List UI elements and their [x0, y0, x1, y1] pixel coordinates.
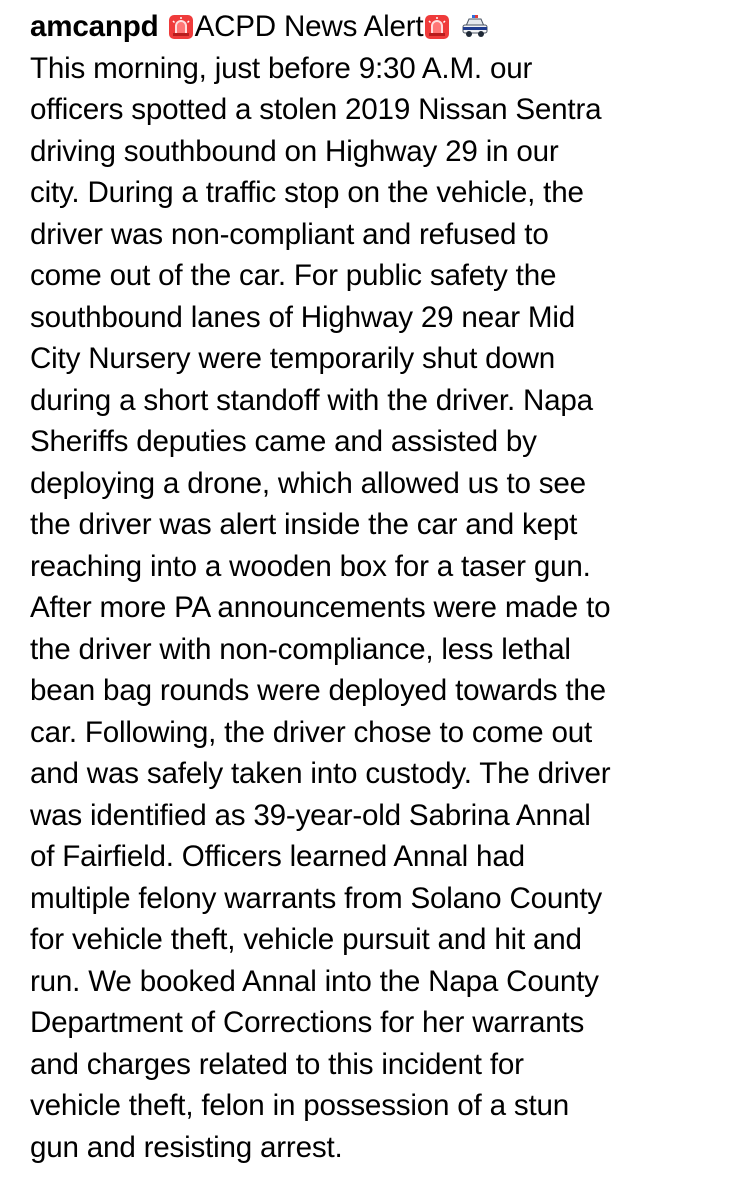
caption-line: multiple felony warrants from Solano County [30, 881, 603, 915]
police-light-icon [424, 14, 450, 40]
caption-line: bean bag rounds were deployed towards the [30, 674, 606, 707]
caption-line: and charges related to this incident for [30, 1047, 524, 1081]
caption-line: officers spotted a stolen 2019 Nissan Sentra [30, 93, 602, 126]
caption-line: Department of Corrections for her warrants [30, 1006, 585, 1039]
caption-line: This morning, just before 9:30 A.M. our [30, 51, 533, 85]
username-link[interactable]: amcanpd [30, 10, 159, 43]
police-light-icon [168, 14, 194, 40]
caption-line: the driver was alert inside the car and kept [30, 508, 578, 541]
caption-line: during a short standoff with the driver. Napa [30, 383, 593, 417]
caption-line: driving southbound on Highway 29 in our [30, 134, 559, 168]
caption-post [30, 6, 730, 1168]
caption-line: vehicle theft, felon in possession of a stun [30, 1089, 570, 1122]
caption-line: was identified as 39-year-old Sabrina Annal [30, 798, 591, 832]
caption-line: gun and resisting arrest. [30, 1130, 343, 1164]
caption-line: for vehicle theft, vehicle pursuit and hit and [30, 923, 582, 956]
post-title: ACPD News Alert [194, 10, 424, 43]
caption-line: southbound lanes of Highway 29 near Mid [30, 300, 575, 334]
caption-line: deploying a drone, which allowed us to see [30, 466, 586, 500]
caption-line: city. During a traffic stop on the vehicle, the [30, 176, 584, 209]
caption-line: After more PA announcements were made to [30, 591, 611, 624]
caption-text [30, 6, 730, 1168]
caption-line: driver was non-compliant and refused to [30, 217, 549, 251]
caption-line: car. Following, the driver chose to come out [30, 715, 592, 749]
caption-line: Sheriffs deputies came and assisted by [30, 425, 537, 458]
caption-line: and was safely taken into custody. The driver [30, 757, 611, 790]
caption-line: reaching into a wooden box for a taser gun. [30, 549, 591, 583]
police-car-icon [460, 14, 490, 40]
caption-line: City Nursery were temporarily shut down [30, 342, 556, 375]
caption-line: come out of the car. For public safety the [30, 259, 557, 292]
caption-line: run. We booked Annal into the Napa County [30, 964, 599, 998]
caption-line: of Fairfield. Officers learned Annal had [30, 840, 525, 873]
caption-line: the driver with non-compliance, less lethal [30, 632, 571, 666]
